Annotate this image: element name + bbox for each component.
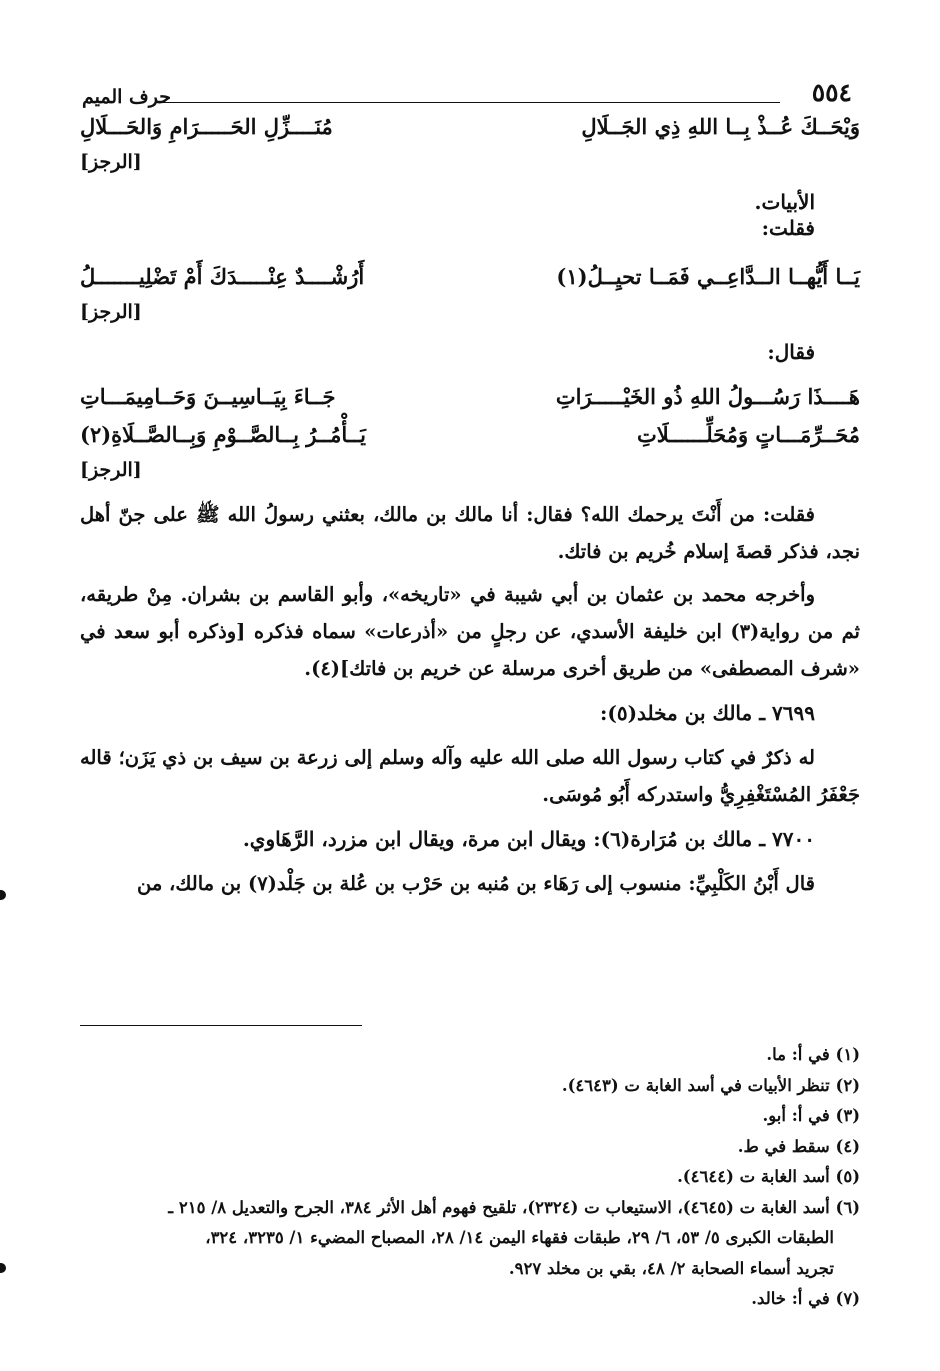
paragraph: له ذكرٌ في كتاب رسول الله صلى الله عليه وآله وسلم إلى زرعة بن سيف بن ذي يَزَن؛ قاله جَعْفَرُ المُسْتَغْفِرِيُّ واستدركه أَبُو مُوسَى. — [80, 746, 860, 806]
header-rule — [160, 102, 780, 103]
footnote: (٧) في أ: خالد. — [751, 1289, 860, 1308]
paragraph: وأخرجه محمد بن عثمان بن أبي شيبة في «تاريخه»، وأبو القاسم بن بشران. مِنْ طريقه، ثم من رواية(٣) ابن خليفة الأسدي، عن رجلٍ من «أذرعات» سماه فذكره [وذكره أبو سعد في «شرف المصطفى» من طريق أخرى مرسلة عن خريم بن فاتك](٤). — [80, 583, 860, 680]
verse-line — [80, 258, 860, 296]
footnote-rule — [80, 1025, 362, 1026]
text-line: فقلت: — [761, 216, 815, 240]
verse-hemistich-second: يَــأْمُــرُ بِــالصَّــوْمِ وَبِــالصَّــلَاةِ(٢) — [80, 422, 366, 447]
verse-hemistich-first: هَــــذَا رَسُـــولُ اللهِ ذُو الخَيْـــــرَاتِ — [555, 384, 860, 409]
verse-line — [80, 416, 860, 454]
footnote: (٤) سقط في ط. — [737, 1136, 860, 1156]
footnote: (٥) أسد الغابة ت (٤٦٤٤). — [677, 1167, 860, 1186]
paragraph: قال أَبْنُ الكَلْبِيِّ: منسوب إلى رَهَاء بن مُنبه بن حَرْب بن عُلة بن جَلْد(٧) بن مالك، من — [136, 872, 815, 895]
text-line: فقال: — [767, 340, 815, 364]
verse-hemistich-first: يَــا أَيُّهــا الــدَّاعِــي فَمَــا تحيِــلُ(١) — [556, 264, 860, 289]
running-title: حرف الميم — [82, 86, 171, 108]
footnote-continuation: الطبقات الكبرى ٥/ ٥٣، ٦/ ٢٩، طبقات فقهاء اليمن ١٤/ ٢٨، المصباح المضيء ١/ ٣٢٣٥، ٣٢٤، — [205, 1228, 834, 1247]
entry-heading: ٧٦٩٩ ـ مالك بن مخلد(٥): — [599, 701, 815, 725]
text-line: الأبيات. — [754, 190, 815, 214]
meter-label: [الرجز] — [80, 151, 142, 173]
entry-heading: ٧٧٠٠ ـ مالك بن مُرَارة(٦): ويقال ابن مرة، ويقال ابن مزرد، الرَّهَاوي. — [242, 827, 815, 851]
book-page — [80, 72, 860, 908]
footnote: (٢) تنظر الأبيات في أسد الغابة ت (٤٦٤٣). — [561, 1075, 860, 1095]
footnote: (٣) في أ: أبو. — [762, 1106, 860, 1125]
scan-edge-mark — [0, 890, 6, 900]
verse-hemistich-second: مُنَــــزِّلِ الحَـــــرَامِ وَالحَـــلَالِ — [80, 114, 333, 139]
footnotes — [70, 1040, 860, 1315]
meter-label: [الرجز] — [80, 301, 142, 323]
verse-line — [80, 378, 860, 416]
verse-line — [80, 108, 860, 146]
verse-hemistich-first: وَيْحَــكَ عُــذْ بِــا اللهِ ذِي الجَــلَالِ — [581, 114, 860, 139]
footnote-continuation: تجريد أسماء الصحابة ٢/ ٤٨، بقي بن مخلد ٩٢٧. — [508, 1258, 834, 1278]
page-header — [80, 72, 860, 112]
paragraph: فقلت: من أَنْتَ يرحمك الله؟ فقال: أنا مالك بن مالك، بعثني رسولُ الله ﷺ على جنّ أهل نجد، فذكر قصةَ إسلام خُريم بن فاتك. — [80, 503, 860, 563]
meter-label: [الرجز] — [80, 459, 142, 481]
verse-hemistich-second: أَرُشْــــدٌ عِنْـــــدَكَ أَمْ تَضْلِيـــــــلُ — [80, 264, 365, 289]
verse-hemistich-first: مُحَــرِّمَـــاتٍ وَمُحَلِّــــــلَاتِ — [637, 422, 860, 447]
footnote: (١) في أ: ما. — [766, 1045, 860, 1064]
page-number: ٥٥٤ — [811, 78, 852, 107]
footnote: (٦) أسد الغابة ت (٤٦٤٥)، الاستيعاب ت (٢٣٢٤)، تلقيح فهوم أهل الأثر ٣٨٤، الجرح والتعديل ٨/ ٢١٥ ـ — [168, 1197, 860, 1217]
scan-edge-mark — [0, 1263, 6, 1273]
verse-hemistich-second: جَــاءَ بِيَــاسِيــنَ وَحَــامِيمَـــاتِ — [80, 384, 336, 409]
